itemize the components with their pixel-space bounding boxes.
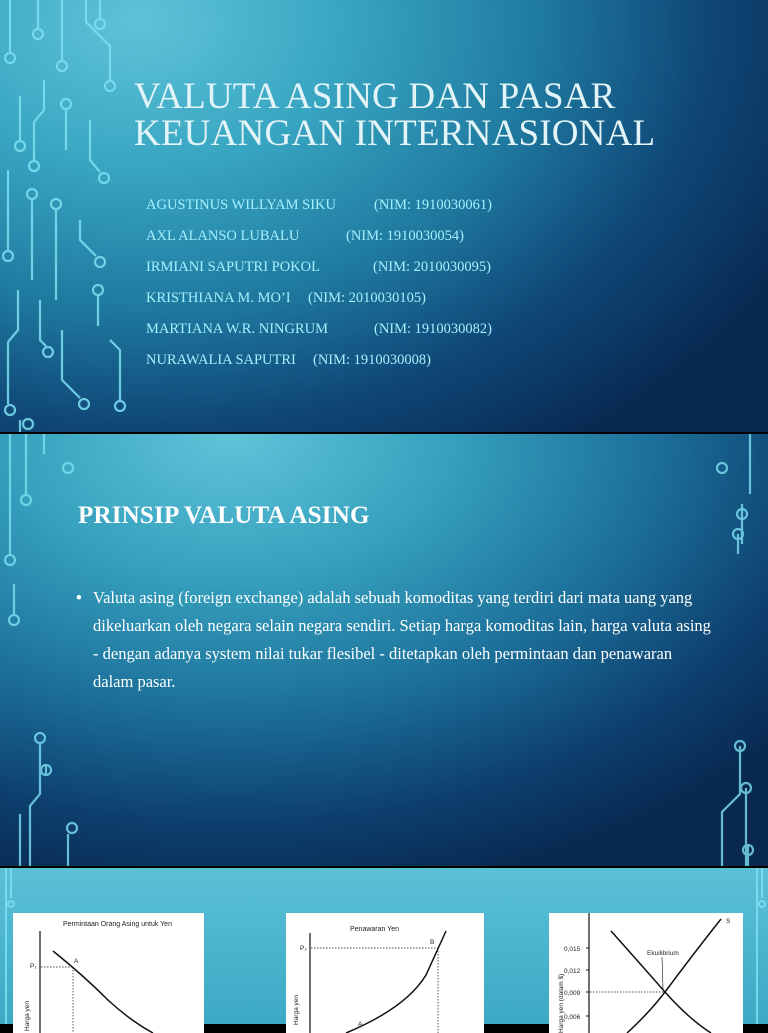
demand-curve (611, 931, 711, 1033)
price-label: P₂ (300, 945, 307, 952)
demand-curve (53, 951, 153, 1033)
member-nim: (NIM: 1910030054) (346, 228, 465, 244)
supply-curve (346, 931, 446, 1033)
member-name: NURAWALIA SAPUTRI (146, 352, 296, 368)
y-tick-label: 0,006 (564, 1014, 581, 1021)
equilibrium-pointer (662, 957, 663, 989)
y-axis-label: Harga yen (dalam $) (558, 973, 565, 1033)
y-tick-label: 0,009 (564, 990, 581, 997)
title-slide (0, 0, 768, 432)
chart-title: Penawaran Yen (350, 926, 400, 933)
member-name: KRISTHIANA M. MO’I (146, 290, 291, 306)
charts-slide (0, 868, 768, 1033)
slide-title: PRINSIP VALUTA ASING (78, 502, 370, 529)
supply-curve-label: S (726, 918, 731, 925)
equilibrium-label: Ekuilibrium (647, 950, 679, 957)
y-tick-label: 0,015 (564, 946, 581, 953)
content-slide (0, 434, 768, 866)
supply-curve (627, 919, 721, 1033)
member-nim: (NIM: 1910030082) (374, 321, 493, 337)
member-name: AGUSTINUS WILLYAM SIKU (146, 197, 337, 213)
price-label: P₁ (30, 963, 37, 970)
member-name: IRMIANI SAPUTRI POKOL (146, 259, 321, 275)
point-b-label: B (430, 939, 435, 946)
point-a-label: A (358, 1021, 363, 1028)
y-axis-label: Harga yen (24, 1001, 31, 1031)
member-name: MARTIANA W.R. NINGRUM (146, 321, 329, 337)
point-a-label: A (74, 958, 79, 965)
bullet-icon: • (76, 589, 82, 607)
presentation-title: VALUTA ASING DAN PASAR KEUANGAN INTERNASIONAL (134, 76, 656, 154)
member-nim: (NIM: 2010030105) (308, 290, 427, 306)
member-nim: (NIM: 1910030008) (313, 352, 432, 368)
equilibrium-chart (549, 913, 743, 1033)
y-axis-label: Harga yen (293, 995, 300, 1025)
demand-chart (13, 913, 204, 1033)
y-tick-label: 0,012 (564, 968, 581, 975)
supply-chart (286, 913, 484, 1033)
bullet-text: Valuta asing (foreign exchange) adalah sebuah komoditas yang terdiri dari mata uang yang dikeluarkan oleh negara selain negara sendiri. Setiap harga komoditas lain, harga valuta asing - dengan adanya system nilai tukar flesibel - ditetapkan oleh permintaan dan penawaran dalam pasar. (93, 588, 711, 691)
member-name: AXL ALANSO LUBALU (146, 228, 300, 244)
member-nim: (NIM: 1910030061) (374, 197, 493, 213)
bullet-paragraph (76, 584, 716, 696)
member-nim: (NIM: 2010030095) (373, 259, 492, 275)
chart-title: Permintaan Orang Asing untuk Yen (63, 921, 172, 928)
